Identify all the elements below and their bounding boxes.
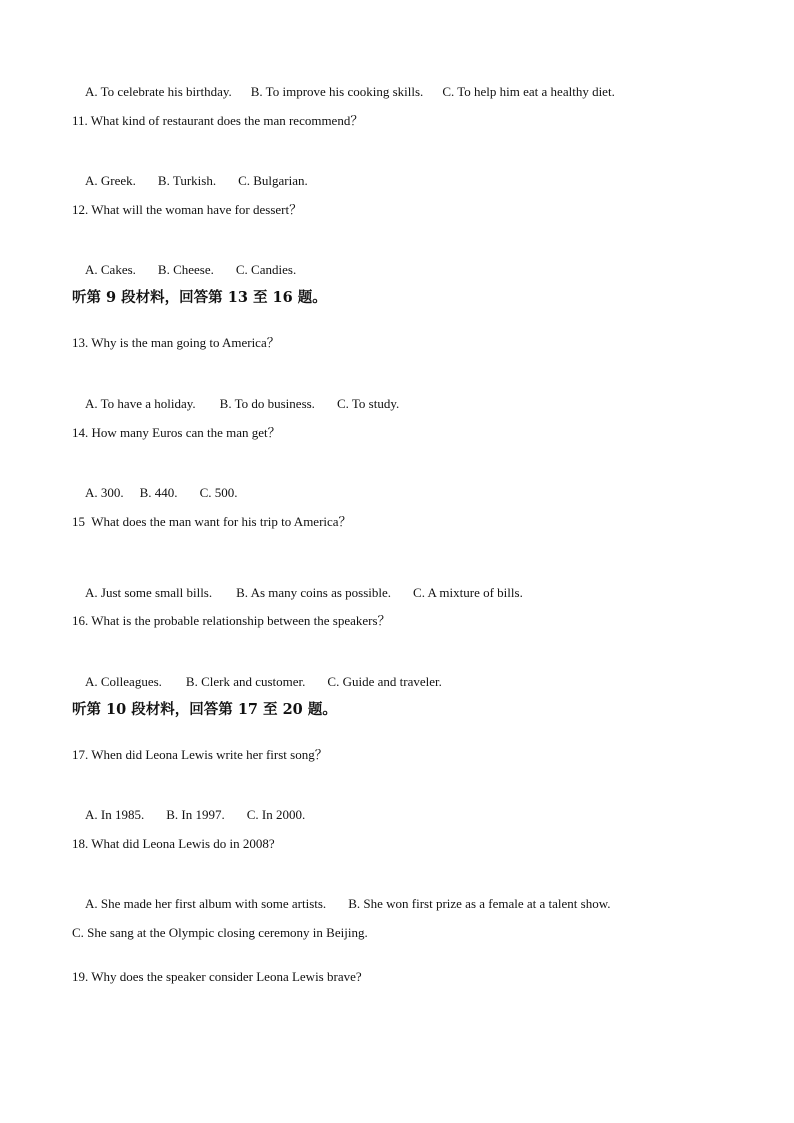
q18-option-a: A. She made her first album with some artists.	[85, 896, 327, 911]
q18-option-b: B. She won first prize as a female at a talent show.	[348, 896, 611, 911]
q13-option-a: A. To have a holiday.	[85, 396, 196, 411]
q10-option-c: C. To help him eat a healthy diet.	[442, 84, 615, 99]
q16-option-b: B. Clerk and customer.	[185, 674, 306, 689]
q13-question: 13. Why is the man going to America？	[72, 335, 280, 350]
q13-options	[72, 380, 399, 428]
q18-option-c: C. She sang at the Olympic closing ceremony in Beijing.	[72, 925, 368, 940]
q12-options	[72, 246, 296, 294]
q15-options	[72, 569, 523, 617]
q11-options	[72, 157, 308, 205]
q15-option-b: B. As many coins as possible.	[236, 585, 392, 600]
q16-options	[72, 658, 442, 706]
q12-option-c: C. Candies.	[235, 262, 297, 277]
q12-option-a: A. Cakes.	[85, 262, 136, 277]
q14-option-a: A. 300.	[85, 485, 124, 500]
q14-options	[72, 469, 237, 517]
q10-option-b: B. To improve his cooking skills.	[250, 84, 424, 99]
q18-question: 18. What did Leona Lewis do in 2008?	[72, 836, 275, 851]
q19-question: 19. Why does the speaker consider Leona Lewis brave?	[72, 969, 362, 984]
q17-options	[72, 791, 305, 839]
section-10-heading: 听第 10 段材料，回答第 17 至 20 题。	[72, 701, 337, 718]
q14-question: 14. How many Euros can the man get？	[72, 425, 281, 440]
q10-option-a: A. To celebrate his birthday.	[85, 84, 232, 99]
q17-option-a: A. In 1985.	[85, 807, 145, 822]
q11-option-a: A. Greek.	[85, 173, 136, 188]
section-9-heading: 听第 9 段材料，回答第 13 至 16 题。	[72, 289, 327, 306]
q14-option-c: C. 500.	[199, 485, 238, 500]
q13-option-c: C. To study.	[336, 396, 400, 411]
q17-option-c: C. In 2000.	[246, 807, 306, 822]
q15-question: 15 What does the man want for his trip to America？	[72, 514, 352, 529]
q15-option-a: A. Just some small bills.	[85, 585, 213, 600]
q10-options	[72, 68, 615, 116]
q15-option-c: C. A mixture of bills.	[413, 585, 523, 600]
q16-question: 16. What is the probable relationship between the speakers？	[72, 613, 391, 628]
q17-option-b: B. In 1997.	[166, 807, 225, 822]
q16-option-a: A. Colleagues.	[85, 674, 162, 689]
q14-option-b: B. 440.	[139, 485, 178, 500]
q18-options-ab	[72, 880, 611, 928]
q17-question: 17. When did Leona Lewis write her first song？	[72, 747, 328, 762]
q11-option-b: B. Turkish.	[157, 173, 217, 188]
q11-option-c: C. Bulgarian.	[238, 173, 308, 188]
q16-option-c: C. Guide and traveler.	[327, 674, 442, 689]
q11-question: 11. What kind of restaurant does the man recommend？	[72, 113, 364, 128]
q13-option-b: B. To do business.	[219, 396, 315, 411]
q12-question: 12. What will the woman have for dessert？	[72, 202, 303, 217]
q12-option-b: B. Cheese.	[157, 262, 214, 277]
